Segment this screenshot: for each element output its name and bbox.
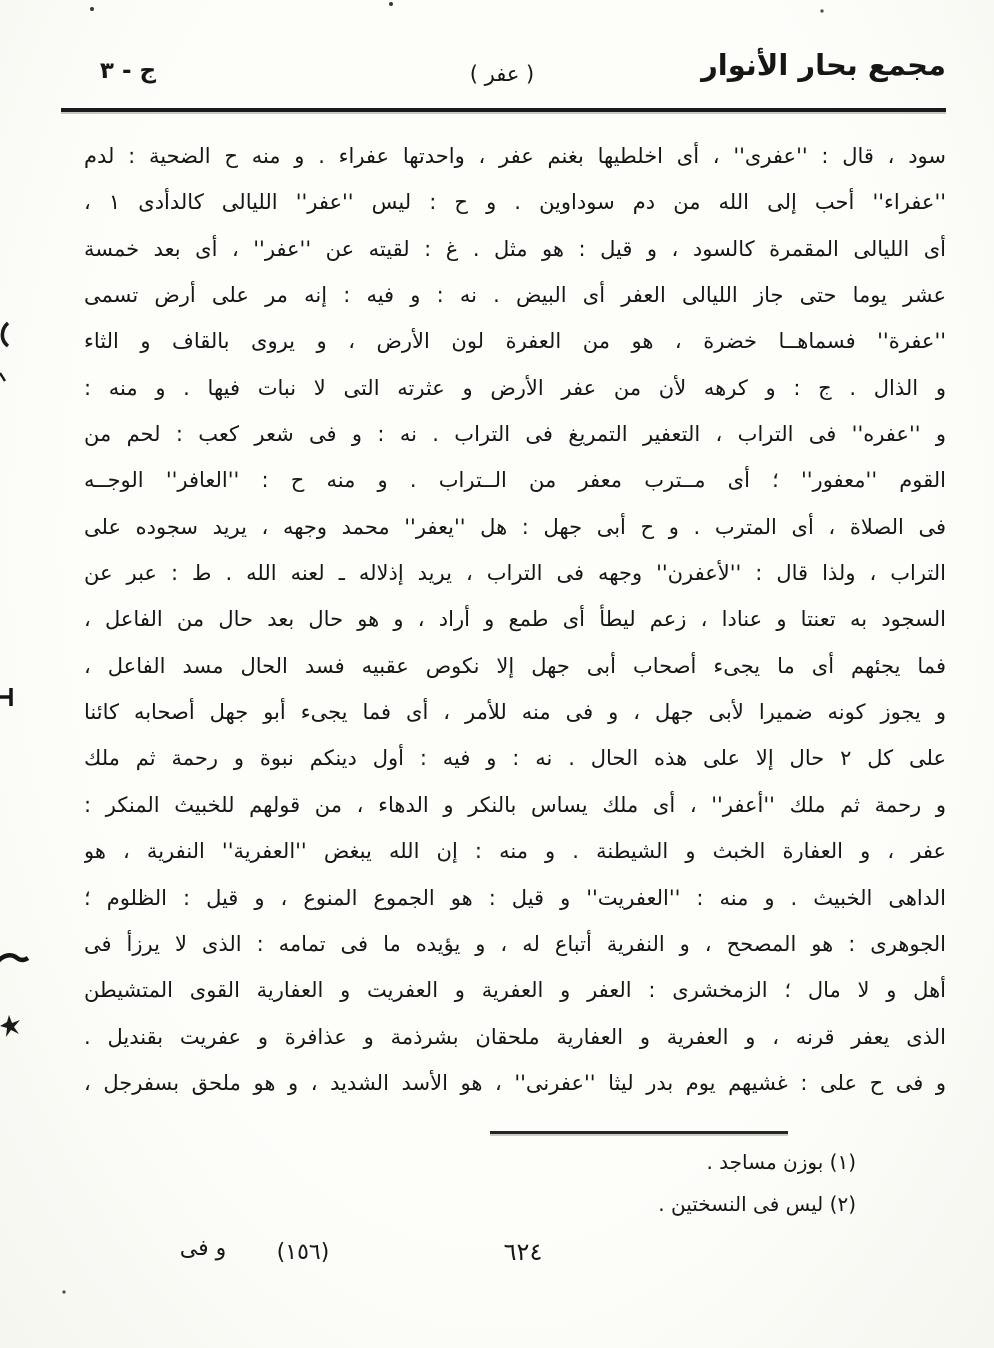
body-text-line: ''عفرة'' فسماهــا خضرة ، هو من العفرة لون الأرض ، و يروى بالقاف و الثاء [84,329,946,354]
footnote-separator [490,1131,788,1134]
margin-ink-mark [0,955,28,961]
entry-word-header: ( عفر ) [469,62,535,86]
body-text-line: الجوهرى : هو المصحح ، و النفرية أتباع له ، و يؤيده ما فى تمامه : الذى لا يرزأ فى [84,931,946,956]
margin-ink-mark [0,373,5,381]
body-text-line: و رحمة ثم ملك ''أعفر'' ، أى ملك يساس بالنكر و الدهاء ، من قولهم للخبيث المنكر : [84,792,946,817]
catchword: و فى [179,1236,227,1261]
body-text-line: و فى ح على : غشيهم يوم بدر ليثا ''عفرنى'' ، هو الأسد الشديد ، و هو ملحق بسفرجل ، [84,1070,946,1095]
volume-label: ج - ٣ [99,58,157,84]
body-text-block [84,133,946,1106]
sheet-number: (١٥٦) [276,1240,330,1265]
body-text-line: و ''عفره'' فى التراب ، التعفير التمريغ فى التراب . نه : و فى شعر كعب : لحم من [84,422,946,447]
body-text-line: التراب ، ولذا قال : ''لأعفرن'' وجهه فى التراب ، يريد إذلاله ـ لعنه الله . ط : عبر عن [84,561,946,586]
scan-speck [389,2,393,6]
scan-speck [820,9,823,12]
book-title: مجمع بحار الأنوار [701,48,946,82]
margin-ink-mark [0,1015,20,1037]
body-text-line: الداهى الخبيث . و منه : ''العفريت'' و قيل : هو الجموع المنوع ، و قيل : الظلوم ؛ [84,885,946,910]
margin-ink-mark [2,323,8,346]
body-text-line: أهل و لا مال ؛ الزمخشرى : العفر و العفرية و العفريت و العفارية القوى المتشيطن [84,978,946,1003]
page-number: ٦٢٤ [503,1238,543,1266]
body-text-line: الذى يعفر قرنه ، و العفرية و العفارية ملحقان بشرذمة و عذافرة و عفريت بقنديل . [84,1024,946,1049]
body-text-line: ''عفراء'' أحب إلى الله من دم سوداوين . و ح : ليس ''عفر'' الليالى كالدأدى ١ ، [84,190,946,215]
body-text-line: و الذال . ج : و كرهه لأن من عفر الأرض و عثرته التى لا نبات فيها . و منه : [84,375,946,400]
body-text-line: السجود به تعنتا و عنادا ، زعم ليطأ أى طمع و أراد ، و هو حال بعد حال من الفاعل ، [84,607,946,632]
header-rule [61,108,946,112]
footnotes-block [84,1141,856,1225]
scan-speck [62,1290,65,1293]
margin-ink-mark [0,688,12,706]
body-text-line: أى الليالى المقمرة كالسود ، و قيل : هو مثل . غ : لقيته عن ''عفر'' ، أى بعد خمسة [84,236,946,261]
body-text-line: عفر ، و العفارة الخبث و الشيطنة . و منه : إن الله يبغض ''العفرية'' النفرية ، هو [84,839,946,864]
scan-speck [90,7,94,11]
body-text-line: القوم ''معفور'' ؛ أى مــترب معفر من الــتراب . و منه ح : ''العافر'' الوجــه [84,468,946,493]
footnote-line: (١) بوزن مساجد . [706,1150,856,1174]
footnote-line: (٢) ليس فى النسختين . [658,1192,856,1216]
body-text-line: سود ، قال : ''عفرى'' ، أى اخلطيها بغنم عفر ، واحدتها عفراء . و منه ح الضحية : لدم [84,144,946,168]
body-text-line: على كل ٢ حال إلا على هذه الحال . نه : و فيه : أول دينكم نبوة و رحمة ثم ملك [84,746,946,771]
body-text-line: فى الصلاة ، أى المترب . و ح أبى جهل : هل ''يعفر'' محمد وجهه ، يريد سجوده على [84,514,946,539]
body-text-line: و يجوز كونه ضميرا لأبى جهل ، و فى منه للأمر ، أى فما يجىء أبو جهل أصحابه كائنا [84,700,946,725]
body-text-line: فما يجئهم أى ما يجىء أصحاب أبى جهل إلا نكوص عقبيه فسد الحال مسد الفاعل ، [84,653,946,678]
body-text-line: عشر يوما حتى جاز الليالى العفر أى البيض . نه : و فيه : إنه مر على أرض تسمى [84,283,946,308]
